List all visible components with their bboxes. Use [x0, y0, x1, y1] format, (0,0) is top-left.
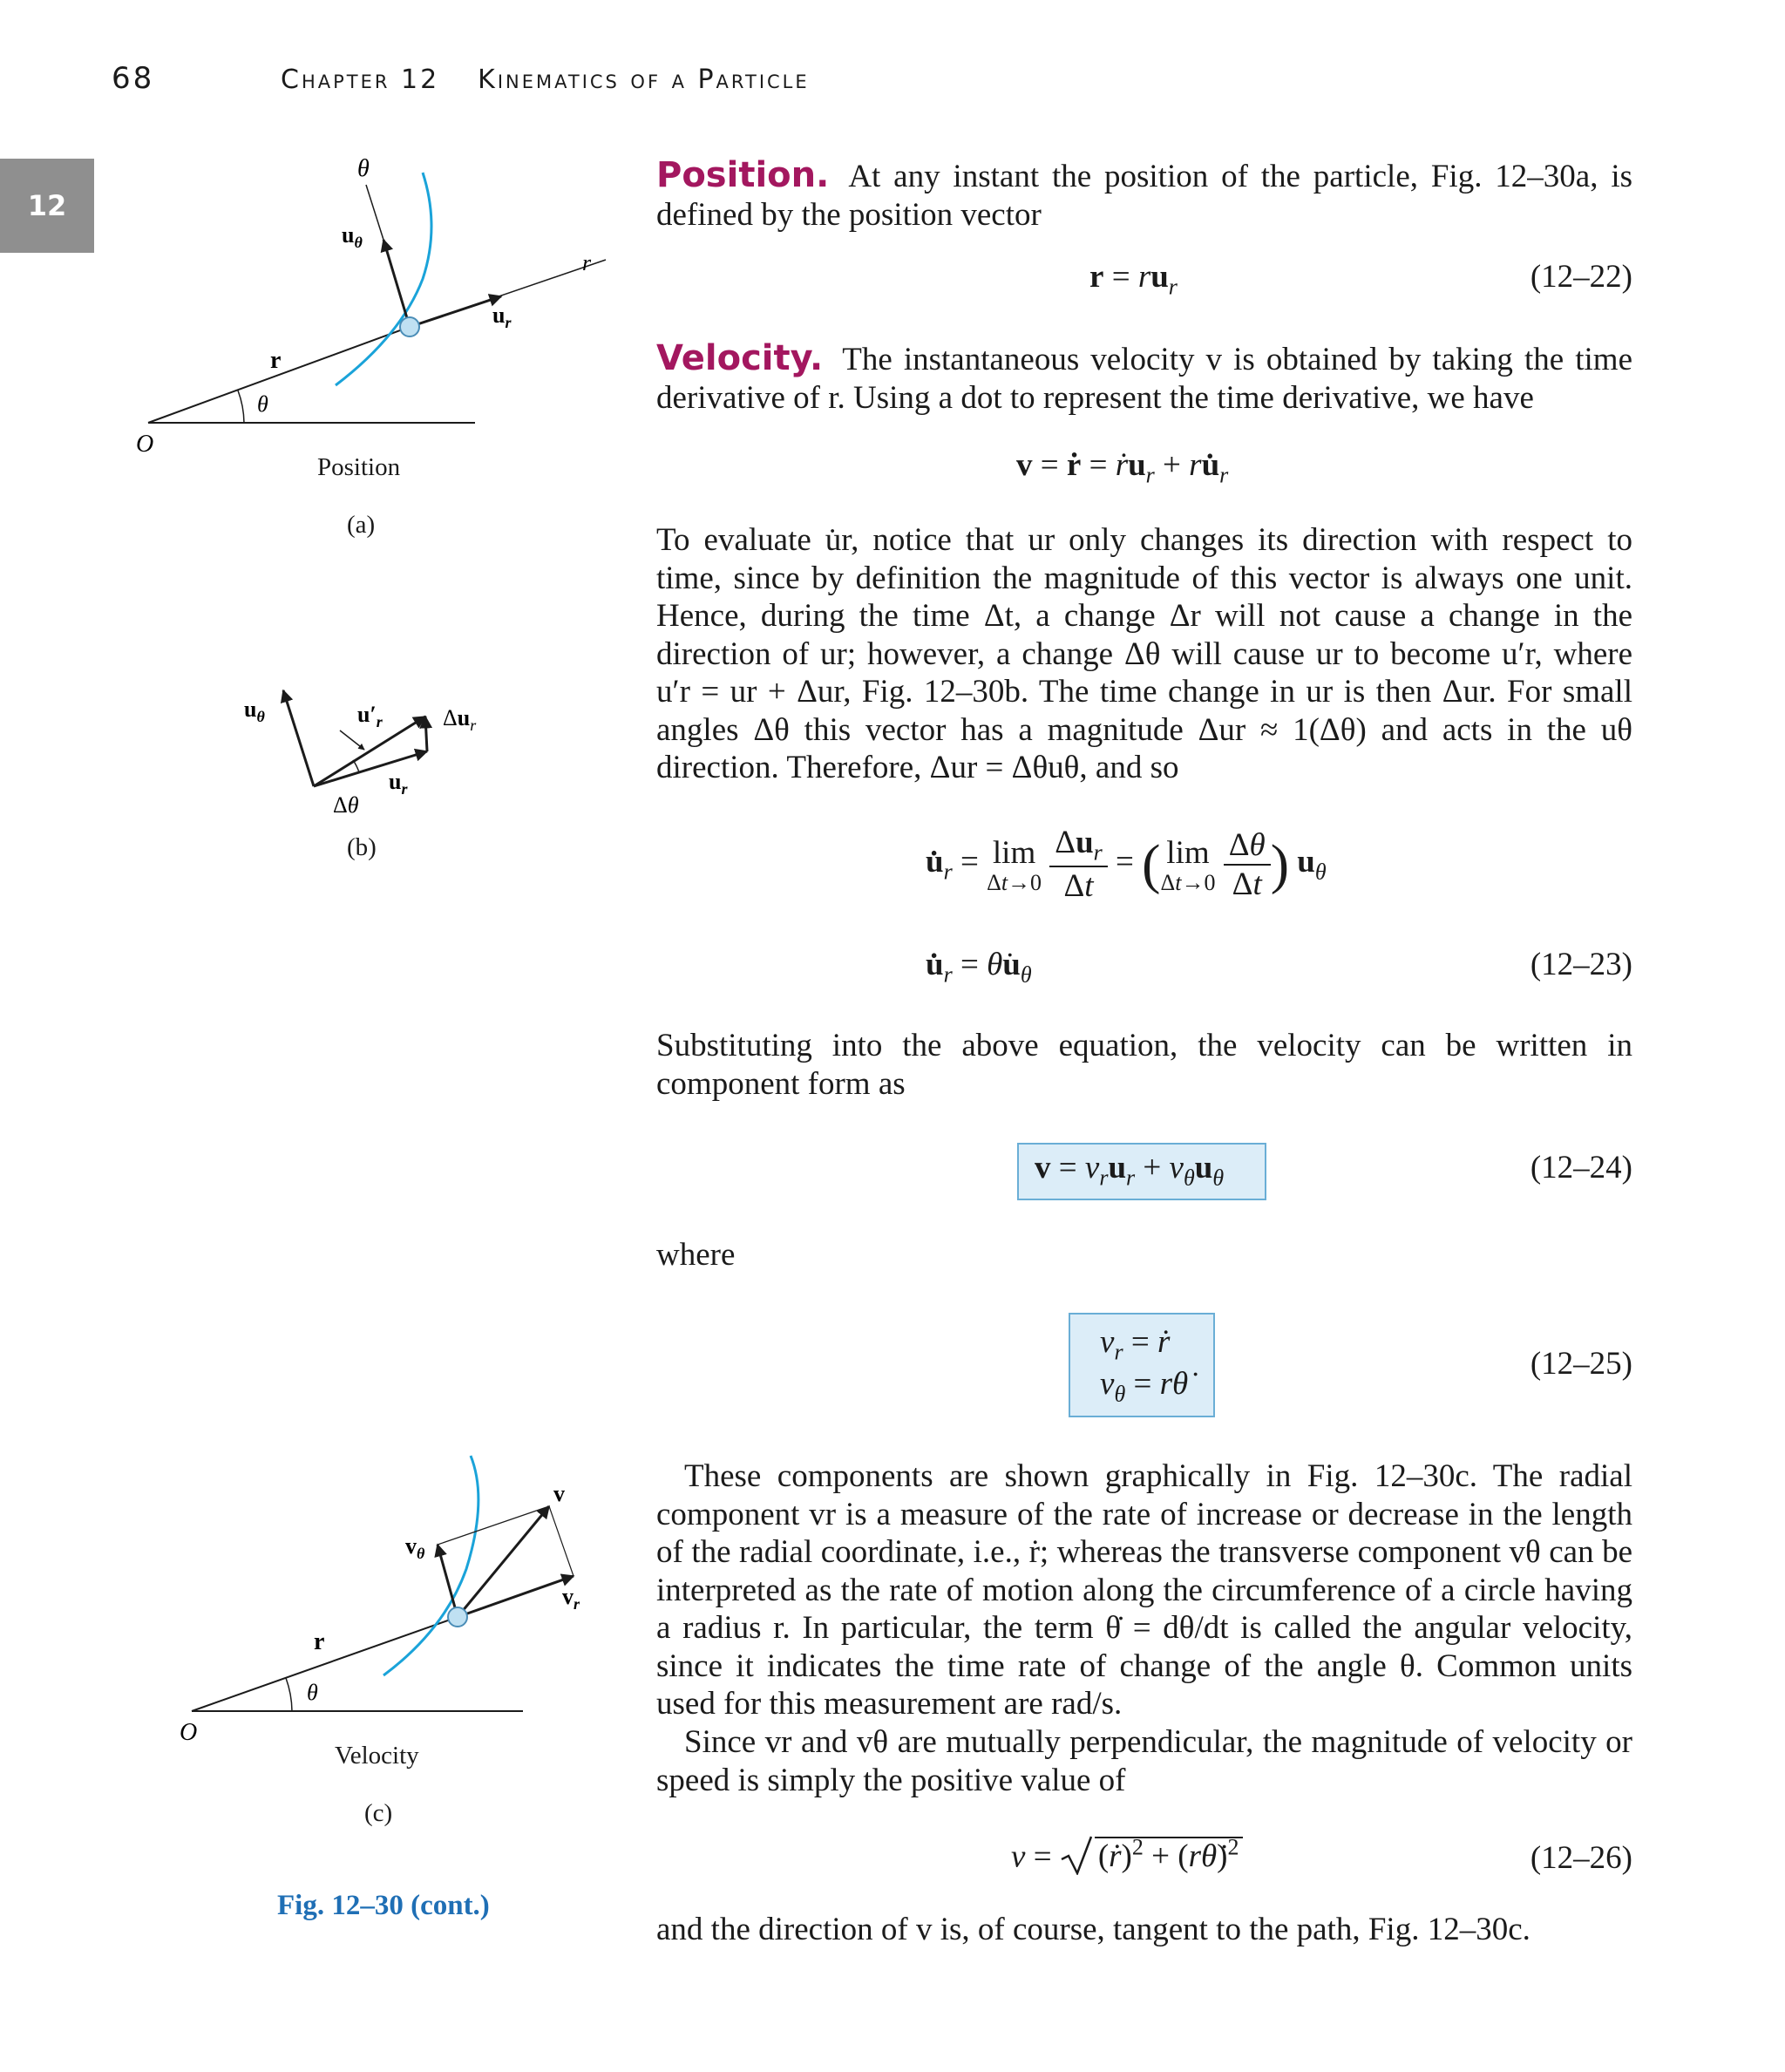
evaluate-paragraph: To evaluate u̇r, notice that ur only changes its direction with respect to time, since by definition the magnitude of this vector is always one unit. Hence, during the time Δt, a change Δr will not cause a change in the direction of ur; however, a change Δθ will cause ur to become u′r, where u′r = ur + Δur, Fig. 12–30b. The time change in ur is then Δur. For small angles Δθ this vector has a magnitude Δur ≈ 1(Δθ) and acts in the uθ direction. Therefore, Δur = Δθuθ, and so	[656, 522, 1632, 785]
theta-axis-line	[366, 185, 383, 240]
delta-theta-arc	[353, 760, 359, 772]
theta-angle-arc	[238, 391, 244, 423]
svg-text:ur: $u_r$	[492, 302, 512, 331]
position-text: At any instant the position of the particle, Fig. 12–30a, is defined by the position vector	[656, 159, 1632, 233]
svg-text:r: r	[582, 250, 592, 275]
utheta-vector	[383, 240, 410, 327]
since-paragraph: Since vr and vθ are mutually perpendicular, the magnitude of velocity or speed is simply the positive value of	[656, 1724, 1632, 1798]
svg-text:vθ: $v_\theta$	[405, 1533, 425, 1562]
utheta-vector-b	[283, 690, 314, 786]
svg-text:vr: $v_r$	[562, 1584, 580, 1613]
ur-prime-vector	[314, 717, 425, 786]
ur-vector	[410, 296, 501, 327]
page-number: 68	[112, 61, 155, 96]
eq-number-12-23: (12–23)	[1530, 947, 1632, 982]
direction-paragraph: and the direction of v is, of course, tangent to the path, Fig. 12–30c.	[656, 1912, 1530, 1947]
equation-position: $r = ru_r$	[1089, 259, 1178, 300]
svg-text:θ: θ	[307, 1680, 318, 1705]
svg-text:O: O	[180, 1719, 198, 1746]
svg-text:v: v	[553, 1481, 565, 1506]
velocity-heading: Velocity.	[656, 338, 824, 378]
velocity-paragraph	[656, 340, 1632, 417]
svg-text:uθ: $u_\theta$	[342, 222, 363, 251]
ur-vector-b	[314, 751, 427, 786]
position-paragraph	[656, 157, 1632, 234]
equation-vr: $v_r$ = ṙ	[1100, 1324, 1171, 1365]
svg-text:θ: θ	[357, 155, 370, 182]
equation-velocity-components: $v = v_ru_r + v_\theta u_\theta$	[1035, 1150, 1225, 1191]
figure-c-diagram	[166, 1447, 636, 1752]
where-text: where	[656, 1237, 736, 1273]
svg-text:Δθ: Δθ	[333, 792, 359, 818]
eq-number-12-24: (12–24)	[1530, 1150, 1632, 1185]
svg-text:u′r: $u'_r$	[357, 702, 383, 730]
particle-path-c	[383, 1456, 478, 1675]
figure-c-title: Velocity	[335, 1742, 419, 1770]
svg-text:ur: $u_r$	[389, 769, 408, 798]
equation-ur-dot: $u̇_r$ = $\thetȧu_\theta$	[926, 947, 1032, 988]
chapter-title: Kinematics of a Particle	[478, 65, 810, 95]
particle-path	[336, 173, 431, 385]
equation-vtheta: $v_\theta$ = rθ̇	[1100, 1366, 1189, 1407]
components-paragraph: These components are shown graphically in Fig. 12–30c. The radial component vr is a measure of the rate of increase or decrease in the length of the radial coordinate, i.e., ṙ; whereas the transverse component vθ can be interpreted as the rate of motion along the circumference of a circle having a radius r. In particular, the term θ̇ = dθ/dt is called the angular velocity, since it indicates the time rate of change of the angle θ. Common units used for this measurement are rad/s.	[656, 1458, 1632, 1722]
particle-icon	[400, 317, 419, 336]
figure-a-label: (a)	[347, 511, 376, 539]
radial-line	[148, 327, 410, 423]
figure-a-title: Position	[317, 453, 401, 481]
svg-text:θ: θ	[257, 391, 268, 417]
svg-text:uθ: $u_\theta$	[244, 696, 265, 725]
particle-icon-c	[448, 1607, 467, 1627]
figure-b-diagram	[235, 671, 514, 828]
running-head	[281, 65, 810, 95]
chapter-tab: 12	[0, 159, 94, 253]
figure-c-label: (c)	[364, 1799, 393, 1827]
svg-text:O: O	[136, 431, 154, 458]
eq-number-12-22: (12–22)	[1530, 259, 1632, 295]
delta-ur-vector	[425, 717, 427, 751]
svg-text:r: r	[270, 347, 282, 374]
position-heading: Position.	[656, 155, 830, 195]
figure-a-diagram	[122, 148, 628, 558]
eq-number-12-25: (12–25)	[1530, 1346, 1632, 1382]
theta-angle-arc-c	[286, 1678, 292, 1711]
sqrt-icon	[1060, 1835, 1095, 1875]
velocity-text: The instantaneous velocity v is obtained by taking the time derivative of r. Using a dot to represent the time derivative, we have	[656, 342, 1632, 416]
svg-text:Δur: $\Delta u_r$	[443, 705, 477, 734]
equation-limit: $u̇_r = \lim$ Δt→0 $\frac{\Delta u_r}{\Delta t}$ = ( lim Δt→0 $\frac{\Delta\theta}{\Delta t}$ ) $u_\theta$	[926, 825, 1327, 905]
eq-number-12-26: (12–26)	[1530, 1840, 1632, 1876]
svg-text:r: r	[314, 1628, 325, 1655]
substituting-paragraph: Substituting into the above equation, the velocity can be written in component form as	[656, 1028, 1632, 1102]
figure-b-label: (b)	[347, 833, 377, 861]
equation-speed: v = (ṙ)$^2$ + (rθ̇)$^2$	[1011, 1835, 1243, 1875]
chapter-label: Chapter 12	[281, 65, 440, 95]
equation-velocity-derivative: v = ṙ = ṙu$_r$ + $ru̇_r$	[1016, 447, 1229, 488]
parallelogram-right	[549, 1506, 574, 1576]
ur-prime-leader	[340, 730, 364, 750]
radial-line-c	[192, 1617, 458, 1711]
figure-caption: Fig. 12–30 (cont.)	[277, 1890, 490, 1921]
